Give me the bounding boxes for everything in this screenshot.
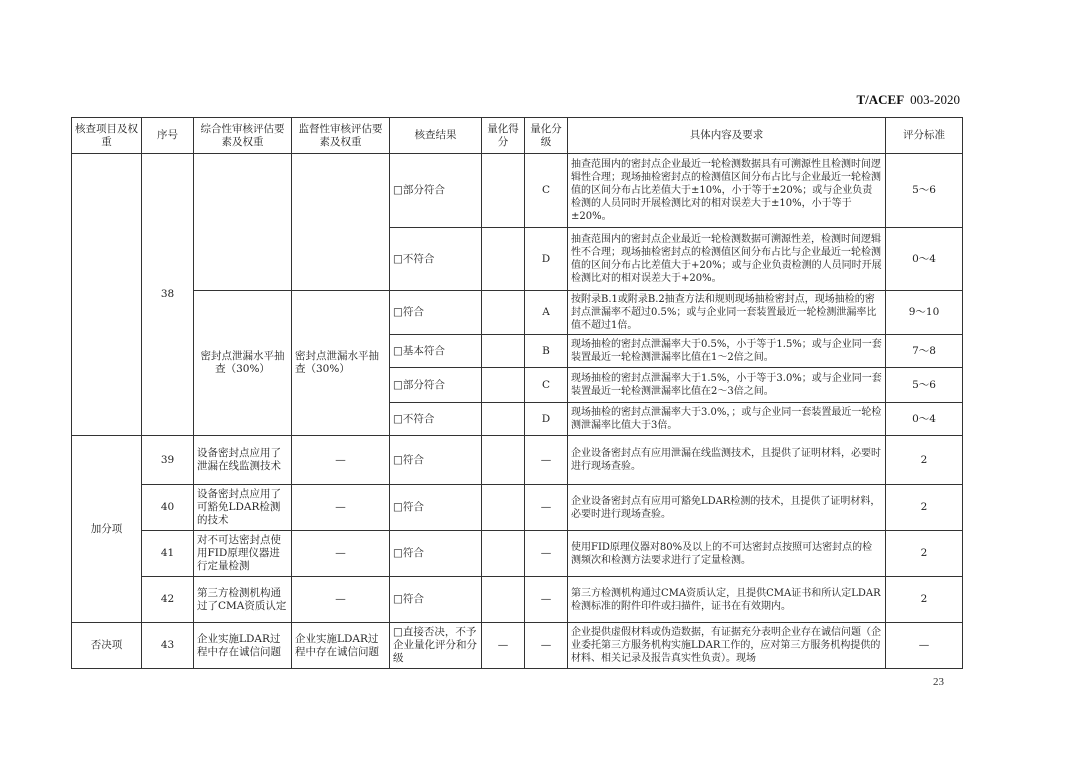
- score-cell: 5～6: [886, 154, 963, 228]
- check-result: □不符合: [390, 228, 482, 291]
- grade-cell: —: [525, 623, 568, 669]
- col-header-qscore: 量化得分: [482, 118, 525, 154]
- detail-cell: 现场抽检的密封点泄漏率大于3.0%，；或与企业同一套装置最近一轮检测泄漏率比值大于3倍。: [568, 403, 886, 436]
- qscore-cell: [482, 577, 525, 623]
- row-no: 40: [142, 485, 194, 531]
- table-row: [72, 485, 963, 531]
- score-cell: —: [886, 623, 963, 669]
- detail-cell: 企业设备密封点有应用泄漏在线监测技术，且提供了证明材料，必要时进行现场查验。: [568, 436, 886, 485]
- check-result: □不符合: [390, 403, 482, 436]
- score-cell: 5～6: [886, 368, 963, 403]
- check-result: □符合: [390, 577, 482, 623]
- detail-cell: 企业提供虚假材料或伪造数据，有证据充分表明企业存在诚信问题（企业委托第三方服务机构实施LDAR工作的，应对第三方服务机构提供的材料、相关记录及报告真实性负责）。现场: [568, 623, 886, 669]
- detail-cell: 抽查范围内的密封点企业最近一轮检测数据可溯源性差，检测时间逻辑性不合理；现场抽检密封点的检测值区间分布占比与企业最近一轮检测值的区间分布占比差值大于+20%；或与企业负责检测的人员同时开展检测比对的相对误差大于+20%。: [568, 228, 886, 291]
- detail-cell: 企业设备密封点有应用可豁免LDAR检测的技术，且提供了证明材料，必要时进行现场查验。: [568, 485, 886, 531]
- grade-cell: A: [525, 291, 568, 335]
- col-header-score: 评分标准: [886, 118, 963, 154]
- row-no: 39: [142, 436, 194, 485]
- score-cell: 7～8: [886, 335, 963, 368]
- check-result: □基本符合: [390, 335, 482, 368]
- sup-criteria: —: [292, 577, 390, 623]
- col-header-detail: 具体内容及要求: [568, 118, 886, 154]
- score-cell: 2: [886, 436, 963, 485]
- col-header-item: 核查项目及权重: [72, 118, 142, 154]
- score-cell: 2: [886, 577, 963, 623]
- veto-label: 否决项: [72, 623, 142, 669]
- detail-cell: 第三方检测机构通过CMA资质认定，且提供CMA证书和所认定LDAR检测标准的附件印件或扫描件，证书在有效期内。: [568, 577, 886, 623]
- grade-cell: —: [525, 531, 568, 577]
- check-result: □符合: [390, 485, 482, 531]
- sup-criteria: —: [292, 531, 390, 577]
- grade-cell: B: [525, 335, 568, 368]
- qscore-cell: —: [482, 623, 525, 669]
- grade-cell: C: [525, 368, 568, 403]
- check-result: □符合: [390, 291, 482, 335]
- sup-cell-empty: [292, 154, 390, 291]
- item-cell-empty: [72, 154, 142, 436]
- comp-cell-empty: [194, 154, 292, 291]
- sup-criteria: 密封点泄漏水平抽查（30%）: [292, 291, 390, 436]
- sup-criteria: —: [292, 485, 390, 531]
- qscore-cell: [482, 335, 525, 368]
- qscore-cell: [482, 531, 525, 577]
- comp-criteria: 企业实施LDAR过程中存在诚信问题: [194, 623, 292, 669]
- grade-cell: —: [525, 485, 568, 531]
- comp-criteria: 设备密封点应用了可豁免LDAR检测的技术: [194, 485, 292, 531]
- comp-criteria: 对不可达密封点使用FID原理仪器进行定量检测: [194, 531, 292, 577]
- assessment-table: [71, 117, 963, 669]
- row-no: 43: [142, 623, 194, 669]
- table-row: [72, 577, 963, 623]
- col-header-grade: 量化分级: [525, 118, 568, 154]
- bonus-label: 加分项: [72, 436, 142, 623]
- comp-criteria: 密封点泄漏水平抽查（30%）: [194, 291, 292, 436]
- score-cell: 0～4: [886, 403, 963, 436]
- sup-criteria: —: [292, 436, 390, 485]
- detail-cell: 使用FID原理仪器对80%及以上的不可达密封点按照可达密封点的检测频次和检测方法要求进行了定量检测。: [568, 531, 886, 577]
- table-row: [72, 154, 963, 228]
- check-result: □符合: [390, 531, 482, 577]
- detail-cell: 按附录B.1或附录B.2抽查方法和规则现场抽检密封点，现场抽检的密封点泄漏率不超过0.5%；或与企业同一套装置最近一轮检测泄漏率比值不超过1倍。: [568, 291, 886, 335]
- col-header-supervisory: 监督性审核评估要素及权重: [292, 118, 390, 154]
- detail-cell: 抽查范围内的密封点企业最近一轮检测数据具有可溯源性且检测时间逻辑性合理；现场抽检密封点的检测值区间分布占比与企业最近一轮检测值的区间分布占比差值大于±10%，小于等于±20%；或与企业负责检测的人员同时开展检测比对的相对误差大于±10%，小于等于±20%。: [568, 154, 886, 228]
- check-result: □部分符合: [390, 154, 482, 228]
- row-no: 38: [142, 154, 194, 436]
- table-row: [72, 436, 963, 485]
- grade-cell: C: [525, 154, 568, 228]
- document-header: [856, 92, 960, 108]
- col-header-comprehensive: 综合性审核评估要素及权重: [194, 118, 292, 154]
- qscore-cell: [482, 436, 525, 485]
- detail-cell: 现场抽检的密封点泄漏率大于0.5%，小于等于1.5%；或与企业同一套装置最近一轮检测泄漏率比值在1～2倍之间。: [568, 335, 886, 368]
- table-row: [72, 623, 963, 669]
- comp-criteria: 设备密封点应用了泄漏在线监测技术: [194, 436, 292, 485]
- detail-cell: 现场抽检的密封点泄漏率大于1.5%，小于等于3.0%；或与企业同一套装置最近一轮检测泄漏率比值在2～3倍之间。: [568, 368, 886, 403]
- grade-cell: D: [525, 403, 568, 436]
- standard-number: 003-2020: [910, 92, 960, 107]
- qscore-cell: [482, 485, 525, 531]
- row-no: 41: [142, 531, 194, 577]
- table-row: [72, 531, 963, 577]
- table-header-row: [72, 118, 963, 154]
- check-result: □直接否决，不予企业量化评分和分级: [390, 623, 482, 669]
- table-row: [72, 291, 963, 335]
- score-cell: 0～4: [886, 228, 963, 291]
- standard-code: T/ACEF: [856, 92, 905, 107]
- check-result: □部分符合: [390, 368, 482, 403]
- qscore-cell: [482, 368, 525, 403]
- col-header-result: 核查结果: [390, 118, 482, 154]
- qscore-cell: [482, 228, 525, 291]
- score-cell: 2: [886, 531, 963, 577]
- row-no: 42: [142, 577, 194, 623]
- qscore-cell: [482, 291, 525, 335]
- sup-criteria: 企业实施LDAR过程中存在诚信问题: [292, 623, 390, 669]
- comp-criteria: 第三方检测机构通过了CMA资质认定: [194, 577, 292, 623]
- check-result: □符合: [390, 436, 482, 485]
- grade-cell: —: [525, 436, 568, 485]
- grade-cell: D: [525, 228, 568, 291]
- col-header-no: 序号: [142, 118, 194, 154]
- score-cell: 9～10: [886, 291, 963, 335]
- qscore-cell: [482, 154, 525, 228]
- qscore-cell: [482, 403, 525, 436]
- page-number: 23: [933, 676, 944, 688]
- score-cell: 2: [886, 485, 963, 531]
- grade-cell: —: [525, 577, 568, 623]
